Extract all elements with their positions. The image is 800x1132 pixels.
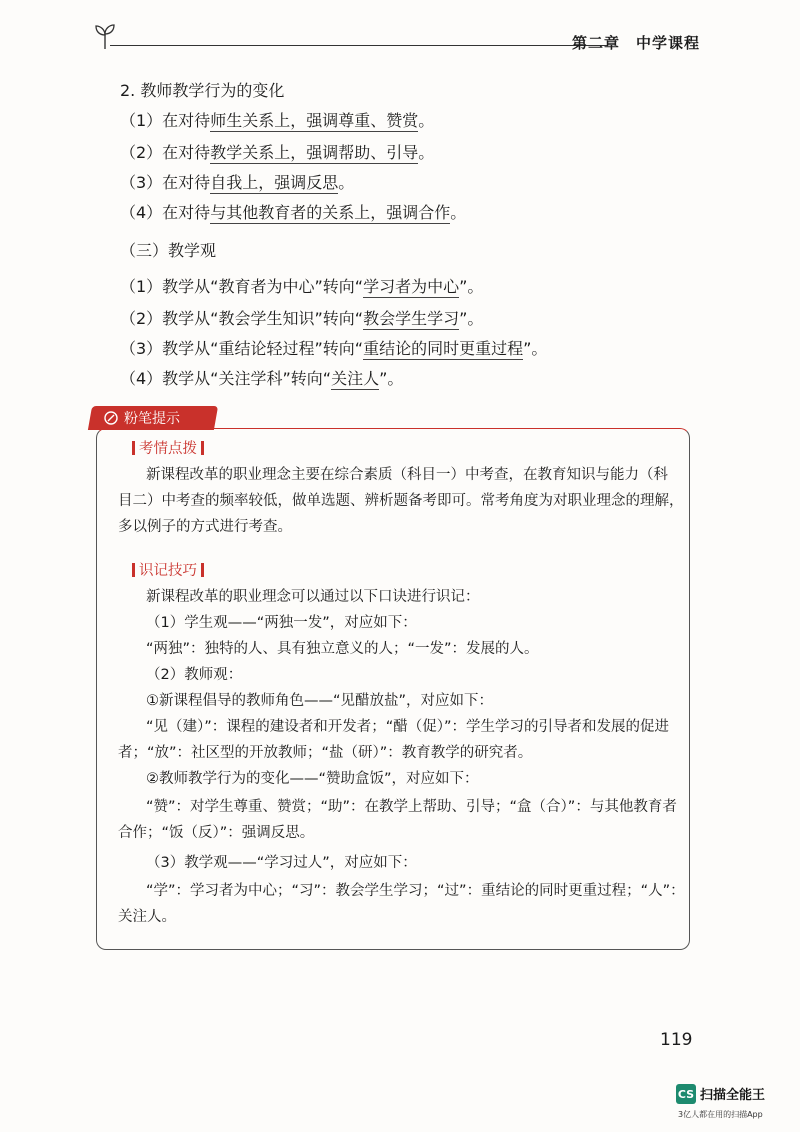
memory-line: 者；“放”：社区型的开放教师；“盐（研）”：教育教学的研究者。 — [118, 745, 533, 761]
page-header — [94, 18, 700, 58]
exam-heading: 考情点拨 — [128, 438, 688, 460]
page-number: 119 — [660, 1030, 693, 1050]
memory-line: “赞”：对学生尊重、赞赏；“助”：在教学上帮助、引导；“盒（合）”：与其他教育者 — [146, 799, 677, 815]
memory-heading: 识记技巧 — [128, 560, 688, 582]
exam-line: 目二）中考查的频率较低，做单选题、辨析题备考即可。常考角度为对职业理念的理解， — [118, 493, 684, 509]
teacher-behavior-item-3: （3）在对待自我上，强调反思。 — [120, 173, 355, 192]
memory-line: （1）学生观——“两独一发”，对应如下： — [146, 615, 417, 631]
exam-line: 新课程改革的职业理念主要在综合素质（科目一）中考查，在教育知识与能力（科 — [146, 467, 668, 483]
memory-line: “两独”：独特的人、具有独立意义的人；“一发”：发展的人。 — [146, 641, 539, 657]
memory-line: （2）教师观： — [146, 667, 243, 683]
header-rule — [110, 45, 608, 46]
memory-line: 新课程改革的职业理念可以通过以下口诀进行识记： — [146, 589, 480, 605]
teaching-view-item-3: （3）教学从“重结论轻过程”转向“重结论的同时更重过程”。 — [120, 339, 548, 358]
memory-line: （3）教学观——“学习过人”，对应如下： — [146, 855, 417, 871]
memory-line: 合作；“饭（反）”：强调反思。 — [118, 825, 315, 841]
teacher-behavior-title: 2. 教师教学行为的变化 — [120, 81, 285, 100]
teaching-view-item-2: （2）教学从“教会学生知识”转向“教会学生学习”。 — [120, 309, 484, 328]
tip-label: 粉笔提示 — [124, 411, 180, 427]
scanner-logo-icon: CS — [676, 1084, 696, 1104]
scanner-app-name: 扫描全能王 — [700, 1088, 766, 1103]
teaching-view-item-4: （4）教学从“关注学科”转向“关注人”。 — [120, 369, 404, 388]
memory-line: ②教师教学行为的变化——“赞助盒饭”，对应如下： — [146, 771, 479, 787]
teacher-behavior-item-2: （2）在对待教学关系上，强调帮助、引导。 — [120, 143, 435, 162]
pencil-icon — [104, 411, 118, 425]
memory-line: 关注人。 — [118, 909, 176, 925]
exam-line: 多以例子的方式进行考查。 — [118, 519, 292, 535]
memory-line: ①新课程倡导的教师角色——“见醋放盐”，对应如下： — [146, 693, 494, 709]
teacher-behavior-item-1: （1）在对待师生关系上，强调尊重、赞赏。 — [120, 111, 435, 130]
chapter-title: 第二章 中学课程 — [571, 34, 700, 52]
scanner-tagline: 3亿人都在用的扫描App — [678, 1110, 763, 1119]
teaching-view-item-1: （1）教学从“教育者为中心”转向“学习者为中心”。 — [120, 277, 484, 296]
memory-line: “学”：学习者为中心；“习”：教会学生学习；“过”：重结论的同时更重过程；“人”： — [146, 883, 685, 899]
teaching-view-title: （三）教学观 — [120, 241, 217, 260]
memory-line: “见（建）”：课程的建设者和开发者；“醋（促）”：学生学习的引导者和发展的促进 — [146, 719, 670, 735]
tip-tab — [88, 406, 218, 430]
teacher-behavior-item-4: （4）在对待与其他教育者的关系上，强调合作。 — [120, 203, 467, 222]
